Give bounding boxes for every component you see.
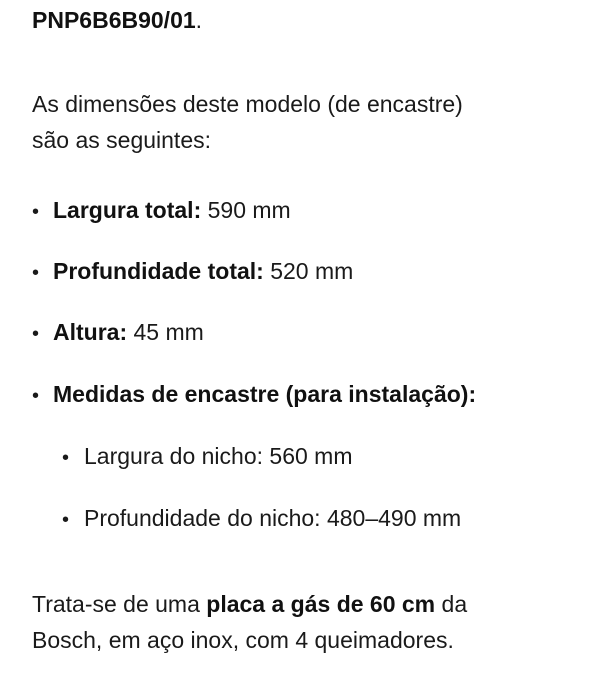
outro-line-1 <box>32 586 607 622</box>
bullet-dot-icon: • <box>32 262 40 284</box>
bullet-dot-icon: • <box>32 201 40 223</box>
sub-spec-niche-depth <box>62 500 461 538</box>
spec-value: 590 mm <box>201 197 291 223</box>
intro-line-2: são as seguintes: <box>32 127 212 153</box>
outro-suffix: da <box>435 591 468 617</box>
spec-item-total-width <box>32 192 291 230</box>
sub-spec-text: Profundidade do nicho: 480–490 mm <box>84 505 462 531</box>
spec-value: 45 mm <box>127 319 204 345</box>
bullet-dot-icon: • <box>32 323 40 345</box>
model-code-suffix: . <box>195 7 203 33</box>
intro-line-1: As dimensões deste modelo (de encastre) <box>32 91 463 117</box>
spec-item-height <box>32 314 204 352</box>
outro-line-2: Bosch, em aço inox, com 4 queimadores. <box>32 627 454 653</box>
sub-spec-text: Largura do nicho: 560 mm <box>84 443 353 469</box>
spec-label: Altura: <box>53 319 128 345</box>
model-code: PNP6B6B90/01 <box>32 7 196 33</box>
model-code-line <box>32 2 202 38</box>
sub-bullet-dot-icon: • <box>62 447 70 469</box>
outro-prefix: Trata-se de uma <box>32 591 207 617</box>
sub-spec-niche-width <box>62 438 353 476</box>
spec-item-total-depth <box>32 253 353 291</box>
intro-paragraph <box>32 86 592 158</box>
spec-item-installation-measures <box>32 376 476 414</box>
outro-bold-product: placa a gás de 60 cm <box>206 591 436 617</box>
spec-label: Largura total: <box>53 197 202 223</box>
spec-label: Medidas de encastre (para instalação): <box>53 381 477 407</box>
spec-value: 520 mm <box>263 258 354 284</box>
spec-label: Profundidade total: <box>53 258 264 284</box>
outro-paragraph <box>32 586 607 658</box>
bullet-dot-icon: • <box>32 385 40 407</box>
sub-bullet-dot-icon: • <box>62 509 70 531</box>
